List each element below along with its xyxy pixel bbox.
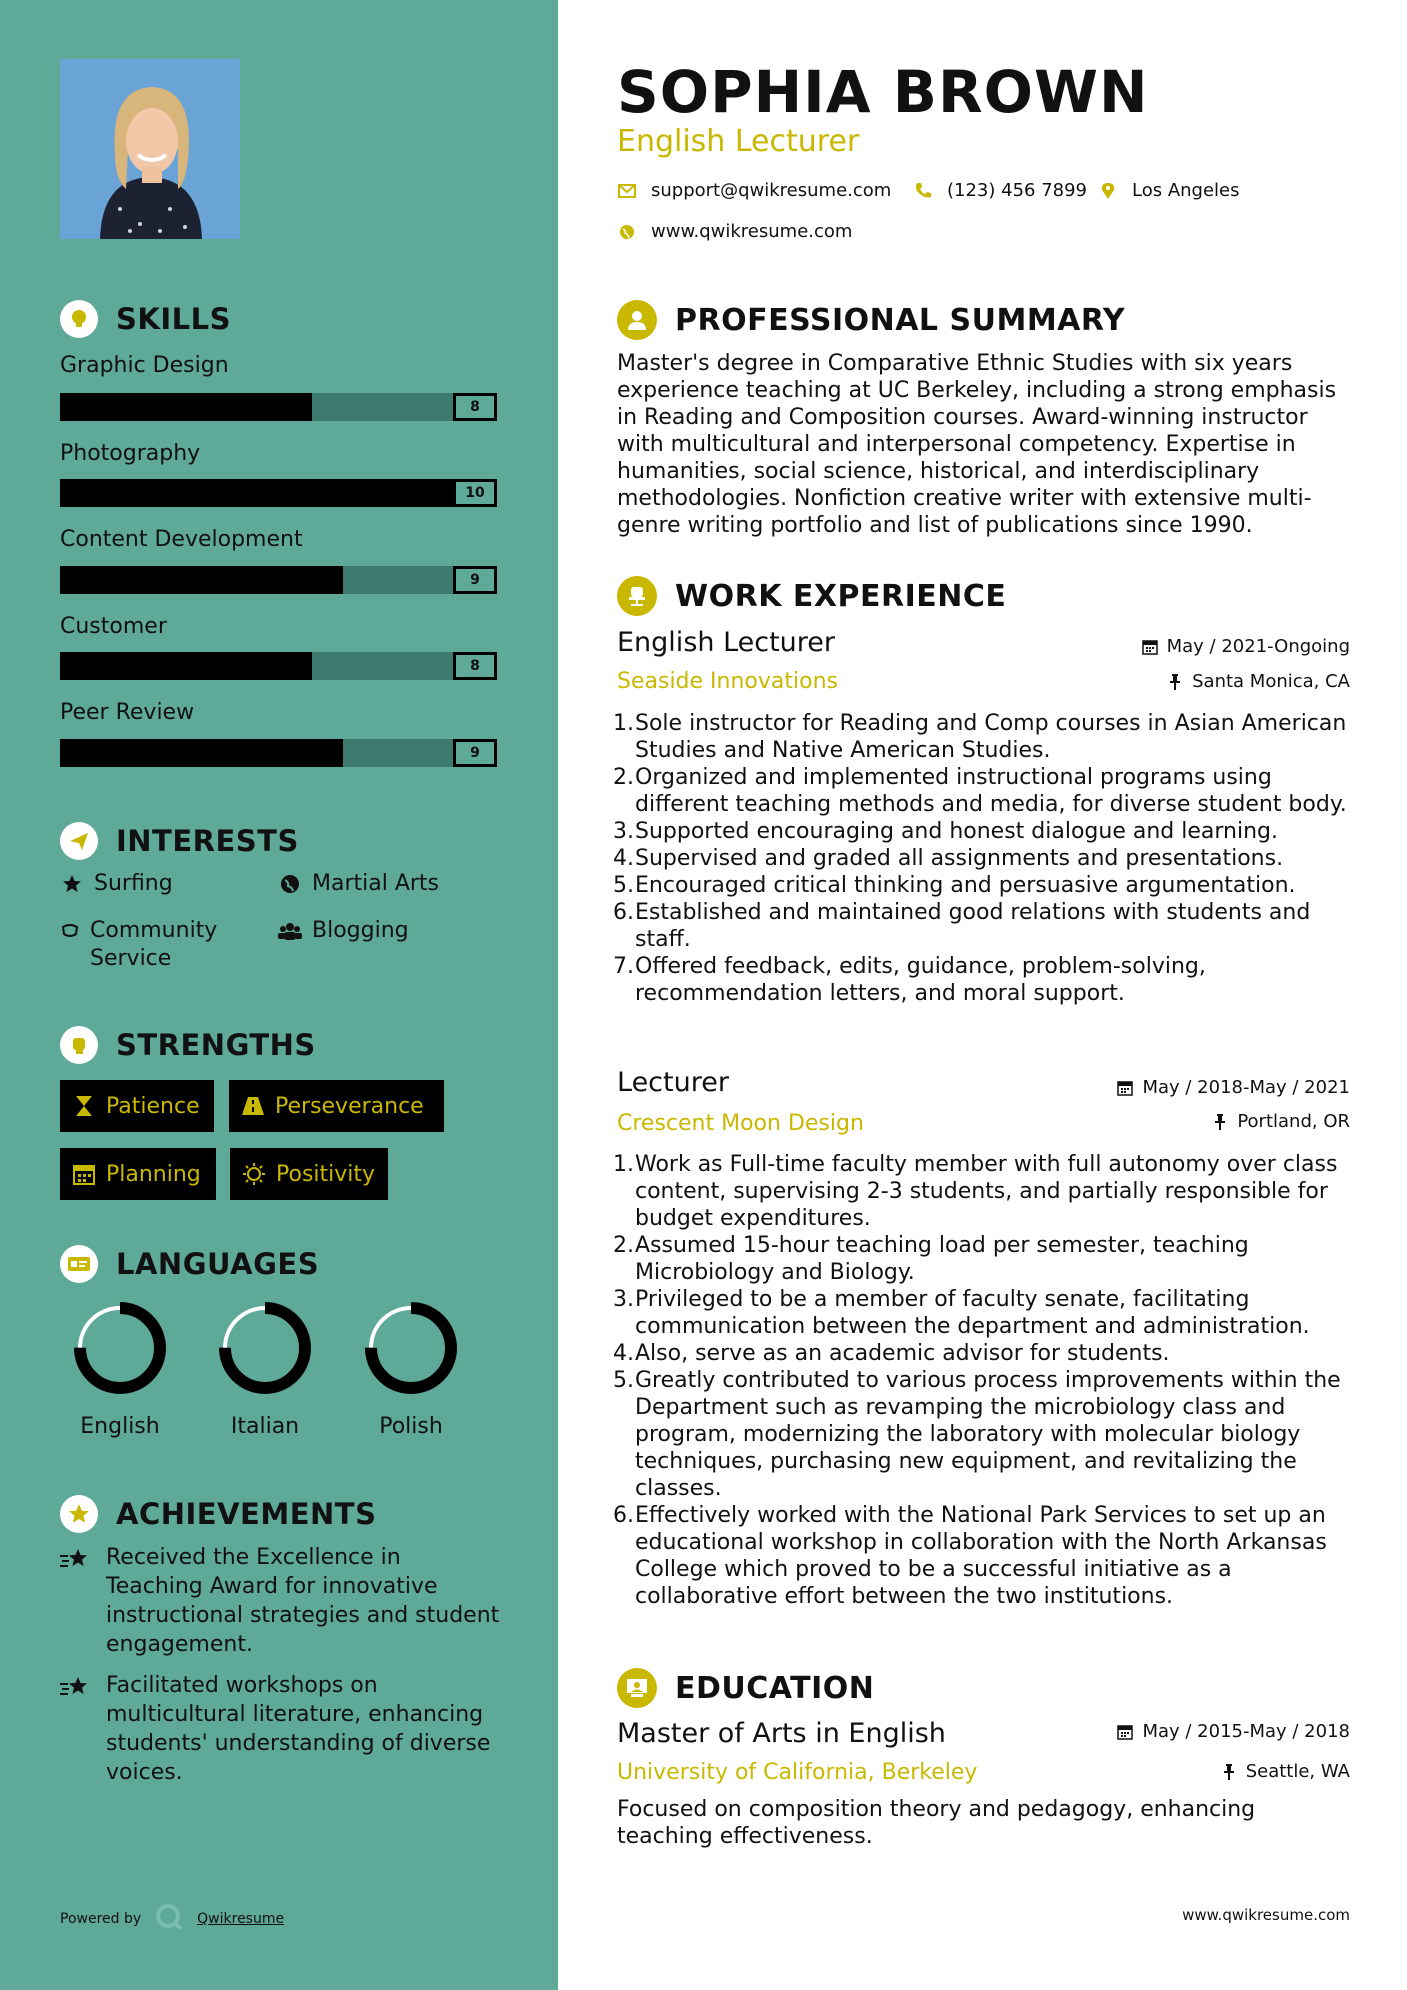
contact-website[interactable]: www.qwikresume.com — [617, 221, 852, 242]
candidate-name: SOPHIA BROWN — [617, 58, 1149, 126]
duty-item — [613, 1232, 1353, 1286]
duty-item — [613, 899, 1353, 953]
duty-item — [613, 710, 1353, 764]
globe-icon — [617, 222, 637, 242]
fist-icon — [60, 1026, 98, 1064]
duty-text: Supervised and graded all assignments and presentations. — [635, 846, 1284, 871]
duty-number: 6. — [613, 900, 634, 925]
education-heading: EDUCATION — [617, 1668, 874, 1708]
strengths-heading: STRENGTHS — [60, 1026, 316, 1064]
duty-number: 6. — [613, 1503, 634, 1528]
duty-number: 5. — [613, 1368, 634, 1393]
duty-text: Also, serve as an academic advisor for students. — [635, 1341, 1170, 1366]
candidate-role: English Lecturer — [617, 124, 860, 159]
achievement-item: Received the Excellence in Teaching Award for innovative instructional strategies and student engagement. — [60, 1543, 500, 1659]
duty-text: Assumed 15-hour teaching load per semester, teaching Microbiology and Biology. — [635, 1233, 1249, 1285]
map-pin-icon — [1098, 181, 1118, 201]
job-title: Lecturer — [617, 1067, 729, 1098]
footer-website-link[interactable]: www.qwikresume.com — [1182, 1906, 1350, 1924]
job-duties-list — [613, 1151, 1353, 1610]
calendar-icon — [1116, 1723, 1134, 1741]
contact-location: Los Angeles — [1098, 180, 1240, 201]
duty-text: Organized and implemented instructional programs using different teaching methods and media, for diverse student body. — [635, 765, 1347, 817]
phone-icon — [913, 181, 933, 201]
duty-number: 1. — [613, 711, 634, 736]
interests-heading: INTERESTS — [60, 822, 299, 860]
pushpin-icon — [1166, 673, 1184, 691]
pushpin-icon — [1220, 1763, 1238, 1781]
skills-heading: SKILLS — [60, 300, 231, 338]
education-location: Seattle, WA — [1220, 1761, 1350, 1782]
powered-by: Powered by Qwikresume — [60, 1903, 284, 1935]
qwikresume-link[interactable]: Qwikresume — [197, 1911, 285, 1927]
duty-text: Privileged to be a member of faculty senate, facilitating communication between the department and administration. — [635, 1287, 1310, 1339]
duty-text: Supported encouraging and honest dialogue and learning. — [635, 819, 1278, 844]
duty-text: Sole instructor for Reading and Comp courses in Asian American Studies and Native American Studies. — [635, 711, 1347, 763]
school-name: University of California, Berkeley — [617, 1760, 978, 1785]
skill-fill — [60, 393, 312, 421]
paper-plane-icon — [60, 822, 98, 860]
duty-number: 3. — [613, 819, 634, 844]
duty-text: Work as Full-time faculty member with full autonomy over class content, supervising 2-3 students, and partially responsible for budget expenditures. — [635, 1152, 1338, 1231]
profile-photo — [60, 59, 240, 239]
duty-number: 2. — [613, 765, 634, 790]
skill-fill — [60, 739, 343, 767]
job-duties-list — [613, 710, 1353, 1007]
sidebar — [0, 0, 558, 1990]
education-dates: May / 2015-May / 2018 — [1116, 1721, 1350, 1742]
skill-bar — [60, 566, 497, 594]
sun-icon — [242, 1162, 266, 1186]
star-badge-icon — [60, 1495, 98, 1533]
skill-fill — [60, 652, 312, 680]
duty-item — [613, 818, 1353, 845]
skill-name: Peer Review — [60, 700, 195, 725]
calendar-icon — [1116, 1079, 1134, 1097]
duty-number: 2. — [613, 1233, 634, 1258]
qwikresume-logo-icon — [155, 1903, 183, 1935]
id-card-icon — [60, 1245, 98, 1283]
duty-item — [613, 1340, 1353, 1367]
duty-text: Effectively worked with the National Park Services to set up an educational workshop in collaboration with the North Arkansas College which proved to be a successful initiative as a collaborative effort between the two institutions. — [635, 1503, 1327, 1609]
users-icon — [278, 917, 302, 945]
strength-tag: Patience — [60, 1080, 214, 1132]
duty-item — [613, 1286, 1353, 1340]
stars-icon — [60, 1543, 92, 1659]
skill-bar — [60, 479, 497, 507]
globe-icon — [278, 870, 302, 898]
road-icon — [241, 1094, 265, 1118]
languages-heading: LANGUAGES — [60, 1245, 319, 1283]
job-company: Seaside Innovations — [617, 669, 838, 694]
language-ring — [215, 1298, 315, 1398]
duty-text: Encouraged critical thinking and persuasive argumentation. — [635, 873, 1296, 898]
pushpin-icon — [1211, 1113, 1229, 1131]
interest-item: Community Service — [60, 917, 250, 973]
duty-number: 4. — [613, 846, 634, 871]
skill-bar — [60, 652, 497, 680]
duty-number: 7. — [613, 954, 634, 979]
stars-icon — [60, 1671, 92, 1787]
duty-item — [613, 953, 1353, 1007]
job-location: Santa Monica, CA — [1166, 671, 1350, 692]
calendar-icon — [72, 1162, 96, 1186]
duty-text: Offered feedback, edits, guidance, problem-solving, recommendation letters, and moral support. — [635, 954, 1206, 1006]
duty-number: 1. — [613, 1152, 634, 1177]
language-item — [215, 1298, 315, 1439]
duty-item — [613, 1151, 1353, 1232]
language-label: English — [80, 1414, 160, 1439]
envelope-icon — [617, 181, 637, 201]
skill-level-badge: 8 — [453, 652, 497, 680]
interest-item: Surfing — [60, 870, 173, 898]
skill-fill — [60, 566, 343, 594]
chair-icon — [617, 576, 657, 616]
skill-level-badge: 10 — [453, 479, 497, 507]
duty-item — [613, 872, 1353, 899]
hand-icon — [60, 917, 80, 945]
skill-fill — [60, 479, 453, 507]
skill-level-badge: 8 — [453, 393, 497, 421]
experience-heading: WORK EXPERIENCE — [617, 576, 1006, 616]
job-dates: May / 2018-May / 2021 — [1116, 1077, 1350, 1098]
duty-item — [613, 845, 1353, 872]
interest-item: Martial Arts — [278, 870, 439, 898]
strength-tag: Planning — [60, 1148, 216, 1200]
strength-tag: Positivity — [230, 1148, 388, 1200]
user-icon — [617, 300, 657, 340]
duty-item — [613, 1367, 1353, 1502]
summary-text: Master's degree in Comparative Ethnic Studies with six years experience teaching at UC Berkeley, including a strong emphasis in Reading and Composition courses. Award-winning instructor with multicultural and interpersonal competency. Expertise in humanities, social science, historical, and interdisciplinary methodologies. Nonfiction creative writer with extensive multi-genre writing portfolio and list of publications since 1990. — [617, 351, 1337, 538]
duty-text: Established and maintained good relations with students and staff. — [635, 900, 1311, 952]
skill-bar — [60, 393, 497, 421]
language-ring — [361, 1298, 461, 1398]
job-location: Portland, OR — [1211, 1111, 1350, 1132]
duty-number: 4. — [613, 1341, 634, 1366]
lightbulb-icon — [60, 300, 98, 338]
skill-level-badge: 9 — [453, 566, 497, 594]
skill-name: Content Development — [60, 527, 303, 552]
job-company: Crescent Moon Design — [617, 1111, 864, 1136]
education-description: Focused on composition theory and pedagogy, enhancing teaching effectiveness. — [617, 1797, 1256, 1849]
skill-name: Graphic Design — [60, 353, 229, 378]
skill-bar — [60, 739, 497, 767]
degree-title: Master of Arts in English — [617, 1718, 946, 1749]
contact-phone[interactable]: (123) 456 7899 — [913, 180, 1087, 201]
interest-item: Blogging — [278, 917, 409, 945]
achievement-item: Facilitated workshops on multicultural literature, enhancing students' understanding of diverse voices. — [60, 1671, 500, 1787]
language-item — [361, 1298, 461, 1439]
language-ring — [70, 1298, 170, 1398]
job-title: English Lecturer — [617, 627, 836, 658]
skill-name: Customer — [60, 614, 167, 639]
skill-level-badge: 9 — [453, 739, 497, 767]
achievements-heading: ACHIEVEMENTS — [60, 1495, 376, 1533]
job-dates: May / 2021-Ongoing — [1141, 636, 1350, 657]
language-label: Italian — [230, 1414, 300, 1439]
graduation-icon — [617, 1668, 657, 1708]
language-label: Polish — [379, 1414, 443, 1439]
language-item — [70, 1298, 170, 1439]
skill-name: Photography — [60, 441, 201, 466]
duty-item — [613, 1502, 1353, 1610]
star-icon — [60, 870, 84, 898]
contact-email[interactable]: support@qwikresume.com — [617, 180, 891, 201]
duty-text: Greatly contributed to various process improvements within the Department such as revamping the microbiology class and program, modernizing the laboratory with molecular biology techniques, purchasing new equipment, and revitalizing the classes. — [635, 1368, 1341, 1501]
duty-number: 3. — [613, 1287, 634, 1312]
calendar-icon — [1141, 638, 1159, 656]
strength-tag: Perseverance — [229, 1080, 444, 1132]
duty-number: 5. — [613, 873, 634, 898]
hourglass-icon — [72, 1094, 96, 1118]
summary-heading: PROFESSIONAL SUMMARY — [617, 300, 1125, 340]
duty-item — [613, 764, 1353, 818]
